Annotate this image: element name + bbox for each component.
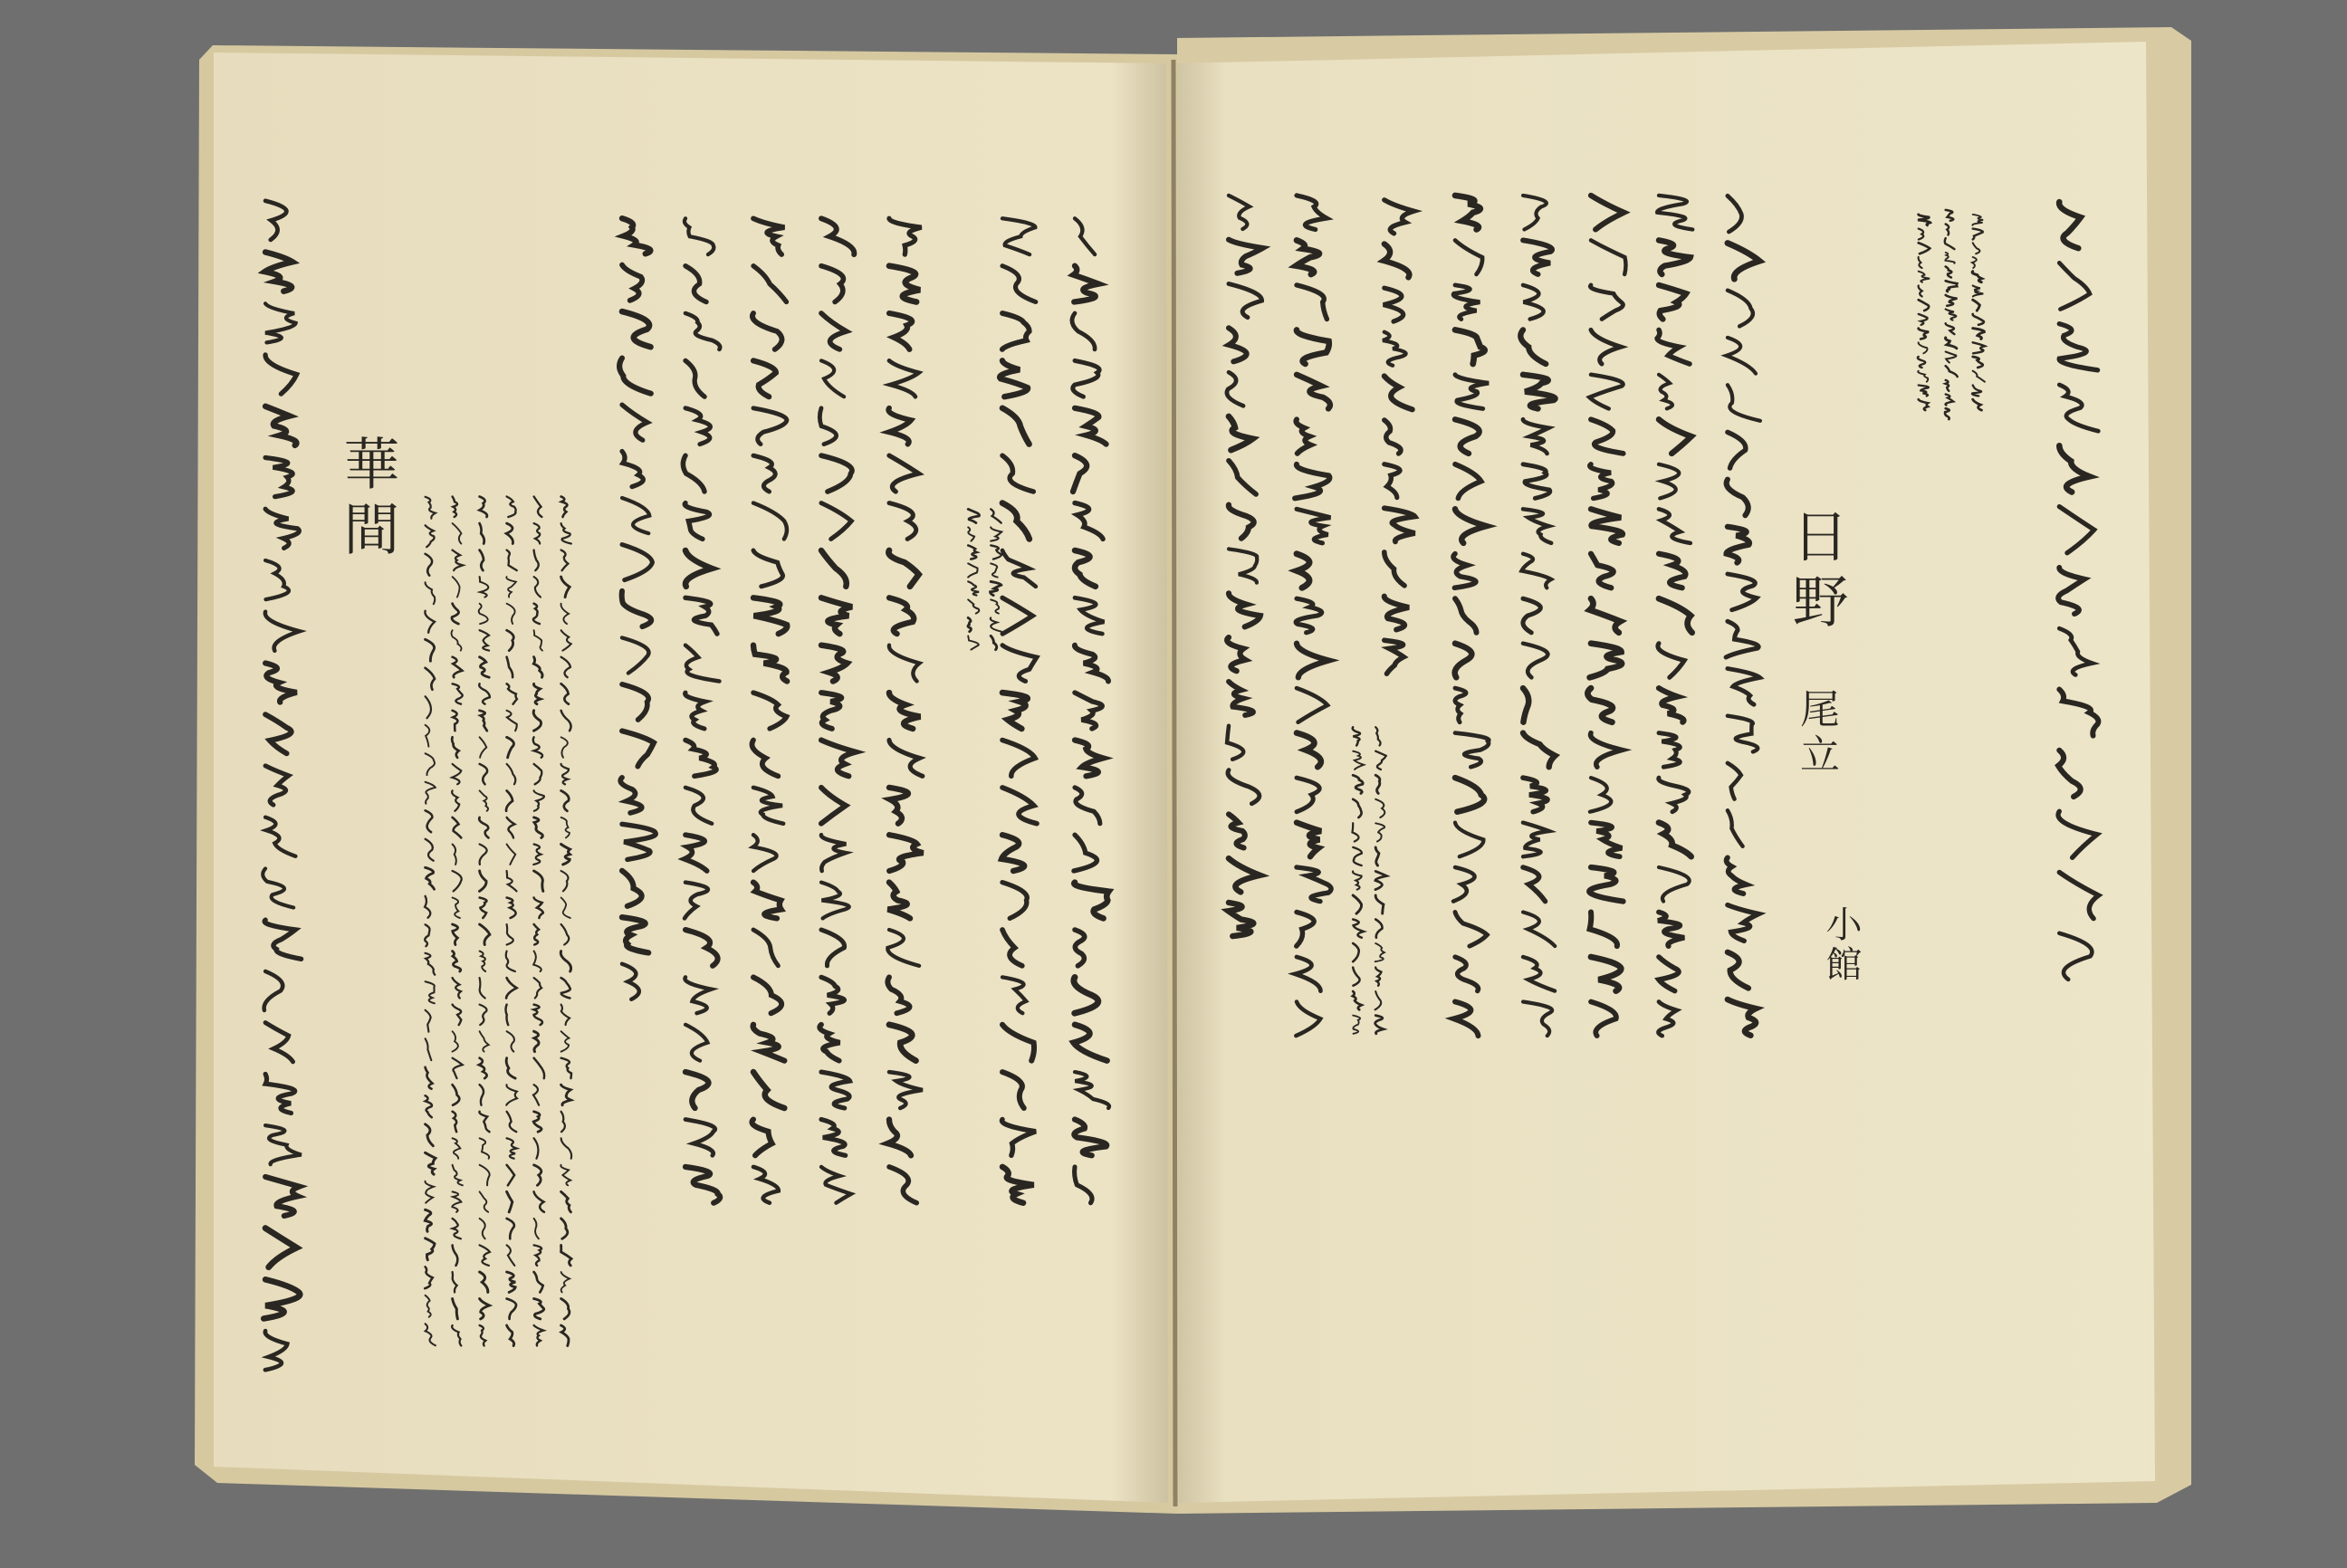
section-heading-hino: 日野 bbox=[1783, 507, 1849, 637]
subheading-kodate: 小館 bbox=[1820, 905, 1862, 985]
right-page bbox=[1177, 42, 2155, 1503]
subheading-odate: 尾立 bbox=[1793, 688, 1839, 779]
section-heading-kema: 華間 bbox=[334, 435, 400, 565]
gutter-line bbox=[1174, 60, 1175, 1506]
